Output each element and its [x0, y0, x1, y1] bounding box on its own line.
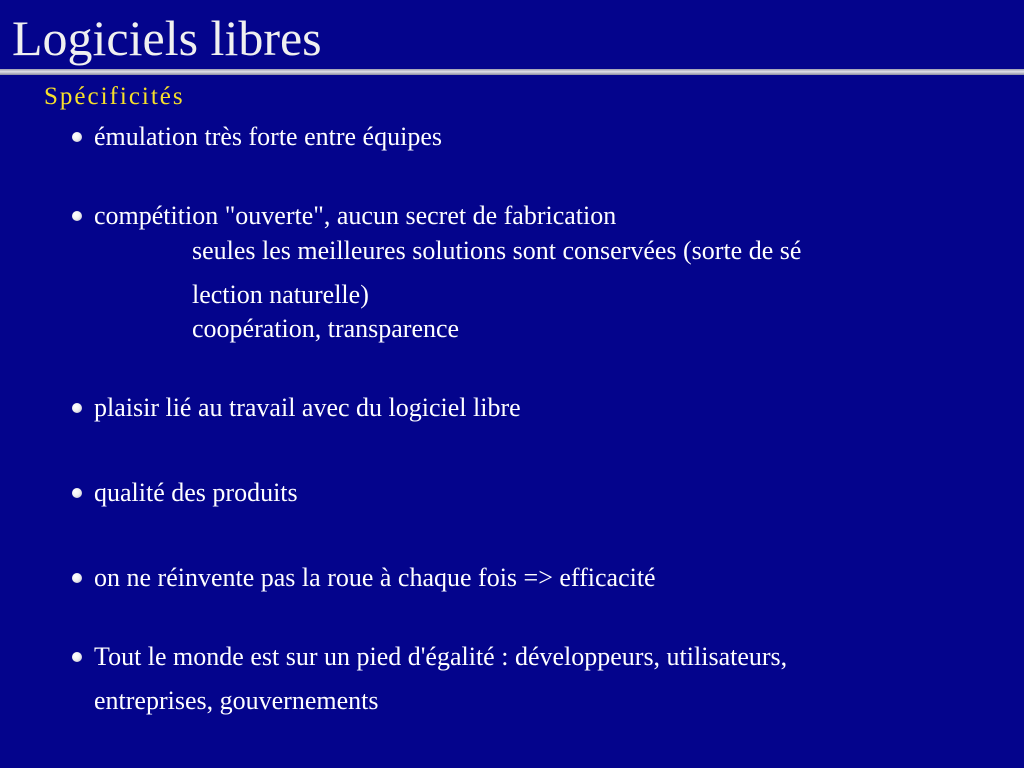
- bullet-dot-icon: [72, 652, 82, 662]
- bullet-item: [72, 201, 616, 231]
- bullet-item: [72, 478, 298, 508]
- bullet-item: [72, 563, 656, 593]
- bullet-dot-icon: [72, 573, 82, 583]
- bullet-text: qualité des produits: [94, 478, 298, 507]
- sub-line: lection naturelle): [192, 280, 369, 309]
- slide-title: Logiciels libres: [12, 10, 322, 66]
- bullet-item: [72, 642, 787, 672]
- bullet-text: plaisir lié au travail avec du logiciel libre: [94, 393, 521, 422]
- bullet-text: compétition "ouverte", aucun secret de fabrication: [94, 201, 617, 230]
- bullet-dot-icon: [72, 488, 82, 498]
- bullet-item: [72, 393, 521, 423]
- bullet-item: [72, 122, 442, 152]
- sub-line: seules les meilleures solutions sont conservées (sorte de sé: [192, 236, 802, 265]
- bullet-text: émulation très forte entre équipes: [94, 122, 442, 151]
- bullet-dot-icon: [72, 132, 82, 142]
- bullet-dot-icon: [72, 403, 82, 413]
- bullet-continuation: entreprises, gouvernements: [94, 686, 379, 715]
- bullet-text: Tout le monde est sur un pied d'égalité : développeurs, utilisateurs,: [94, 642, 788, 671]
- slide-subtitle: Spécificités: [44, 83, 185, 110]
- bullet-text: on ne réinvente pas la roue à chaque fois => efficacité: [94, 563, 656, 592]
- sub-line: coopération, transparence: [192, 314, 460, 343]
- title-divider: [0, 69, 1024, 75]
- bullet-dot-icon: [72, 211, 82, 221]
